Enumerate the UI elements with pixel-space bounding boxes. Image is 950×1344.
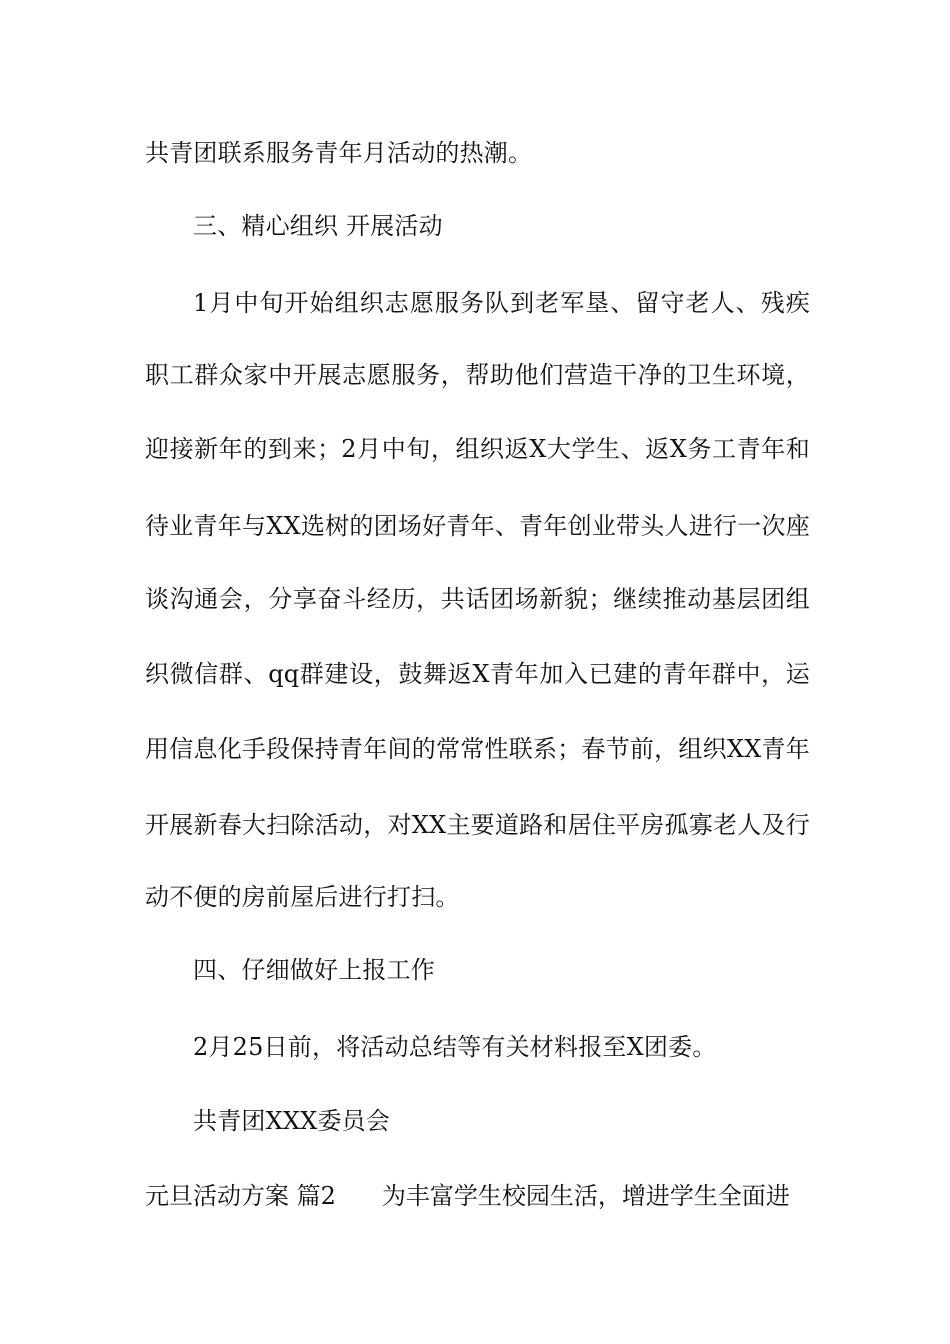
document-title-inline: 元旦活动方案 篇2 — [145, 1182, 336, 1210]
paragraph-line: 动不便的房前屋后进行打扫。 — [145, 883, 460, 911]
paragraph-line: 1月中旬开始组织志愿服务队到老军垦、留守老人、残疾 — [193, 289, 810, 317]
section-heading: 四、仔细做好上报工作 — [193, 956, 435, 984]
signature-line: 共青团XXX委员会 — [193, 1107, 391, 1135]
paragraph-start-text: 为丰富学生校园生活，增进学生全面进 — [381, 1182, 790, 1210]
paragraph-line: 迎接新年的到来；2月中旬，组织返X大学生、返X务工青年和 — [145, 435, 810, 463]
paragraph-line: 织微信群、qq群建设，鼓舞返X青年加入已建的青年群中，运 — [145, 660, 810, 688]
paragraph-line: 共青团联系服务青年月活动的热潮。 — [145, 139, 533, 167]
final-line — [145, 1176, 810, 1216]
section-heading: 三、精心组织 开展活动 — [193, 212, 443, 240]
paragraph-line: 2月25日前，将活动总结等有关材料报至X团委。 — [193, 1033, 717, 1061]
paragraph-line: 用信息化手段保持青年间的常常性联系；春节前，组织XX青年 — [145, 735, 810, 763]
paragraph-line: 职工群众家中开展志愿服务，帮助他们营造干净的卫生环境， — [145, 361, 810, 389]
paragraph-line: 开展新春大扫除活动，对XX主要道路和居住平房孤寡老人及行 — [145, 811, 810, 839]
paragraph-line: 待业青年与XX选树的团场好青年、青年创业带头人进行一次座 — [145, 512, 810, 540]
paragraph-line: 谈沟通会，分享奋斗经历，共话团场新貌；继续推动基层团组 — [145, 585, 810, 613]
